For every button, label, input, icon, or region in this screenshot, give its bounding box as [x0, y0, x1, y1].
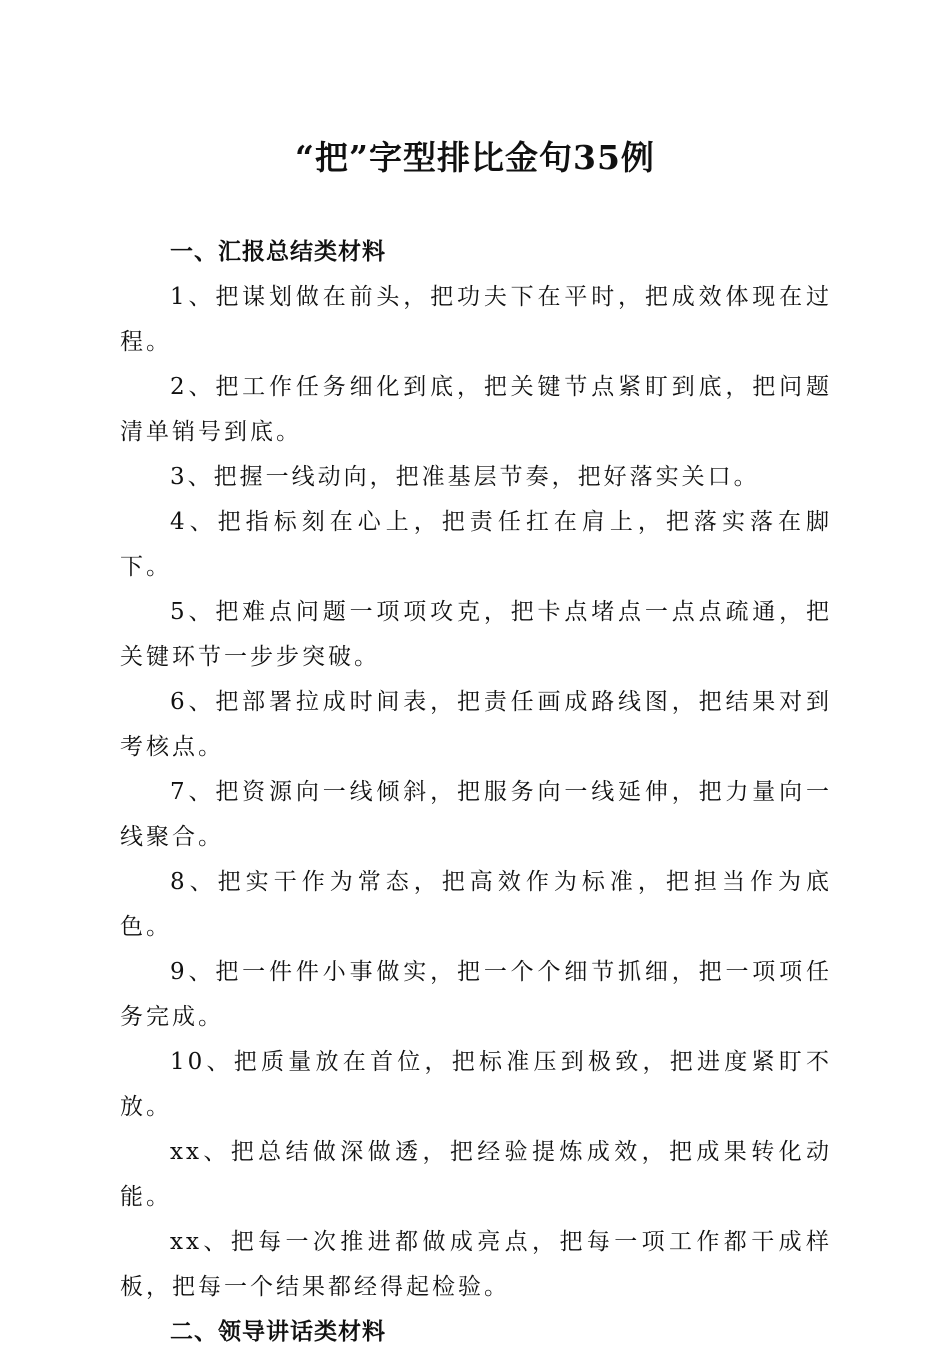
list-item-7: 7、把资源向一线倾斜，把服务向一线延伸，把力量向一线聚合。 [120, 779, 832, 850]
section-heading-2: 二、领导讲话类材料 [170, 1319, 386, 1345]
document-body [120, 230, 832, 1355]
list-item-10: 10、把质量放在首位，把标准压到极致，把进度紧盯不放。 [120, 1049, 832, 1120]
list-item-3: 3、把握一线动向，把准基层节奏，把好落实关口。 [170, 464, 760, 490]
list-item-1: 1、把谋划做在前头，把功夫下在平时，把成效体现在过程。 [120, 284, 832, 355]
list-item-11: xx、把总结做深做透，把经验提炼成效，把成果转化动能。 [120, 1139, 832, 1210]
list-item-4: 4、把指标刻在心上，把责任扛在肩上，把落实落在脚下。 [120, 509, 832, 580]
list-item-6: 6、把部署拉成时间表，把责任画成路线图，把结果对到考核点。 [120, 689, 832, 760]
list-item-8: 8、把实干作为常态，把高效作为标准，把担当作为底色。 [120, 869, 832, 940]
section-heading-1: 一、汇报总结类材料 [170, 239, 386, 265]
list-item-2: 2、把工作任务细化到底，把关键节点紧盯到底，把问题清单销号到底。 [120, 374, 832, 445]
document-title: “把”字型排比金句35例 [295, 138, 655, 177]
list-item-5: 5、把难点问题一项项攻克，把卡点堵点一点点疏通，把关键环节一步步突破。 [120, 599, 832, 670]
list-item-12: xx、把每一次推进都做成亮点，把每一项工作都干成样板，把每一个结果都经得起检验。 [120, 1229, 832, 1300]
list-item-9: 9、把一件件小事做实，把一个个细节抓细，把一项项任务完成。 [120, 959, 832, 1030]
